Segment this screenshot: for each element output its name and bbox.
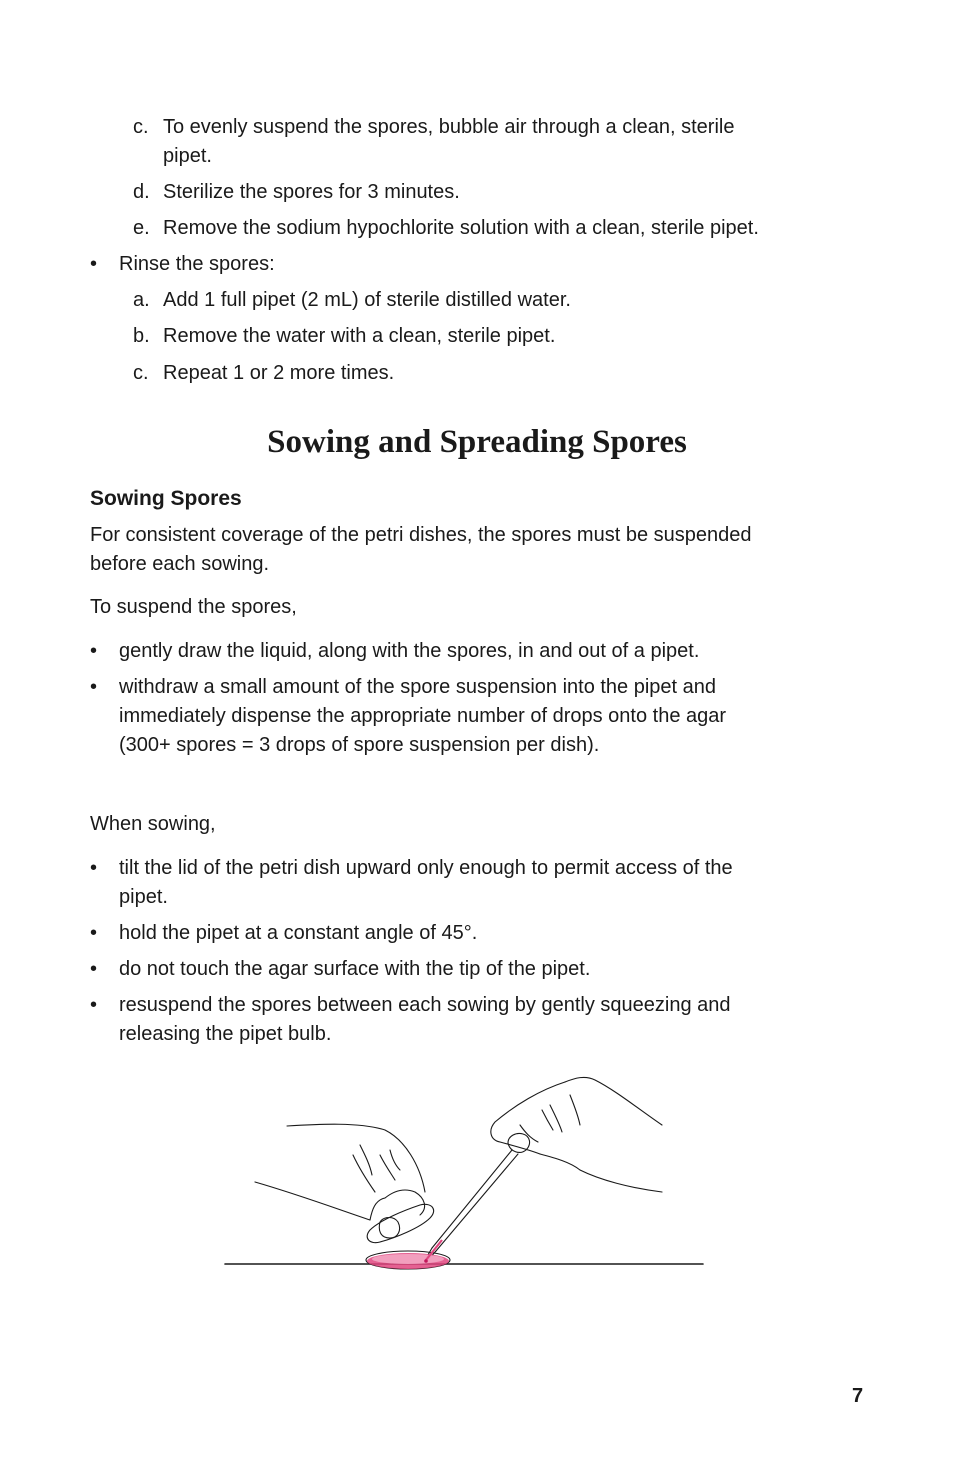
rinse-step-b: Remove the water with a clean, sterile pipet. [163,325,556,347]
suspend-bullet-2-symbol: • [90,676,98,698]
sowing-bullet-4-symbol: • [90,994,98,1016]
intro-line-1: For consistent coverage of the petri dishes, the spores must be suspended [90,524,752,546]
sowing-bullet-2-line-1: hold the pipet at a constant angle of 45°. [119,922,478,944]
step-c-line-2: pipet. [163,145,212,167]
sowing-bullet-4-line-1: resuspend the spores between each sowing by gently squeezing and [119,994,731,1016]
suspend-bullet-1-symbol: • [90,640,98,662]
rinse-step-c: Repeat 1 or 2 more times. [163,362,395,384]
rinse-step-marker-c: c. [133,362,149,384]
sowing-bullet-3-symbol: • [90,958,98,980]
suspend-intro: To suspend the spores, [90,596,297,618]
rinse-label: Rinse the spores: [119,253,275,275]
sowing-illustration [220,1070,710,1280]
section-title: Sowing and Spreading Spores [267,424,687,460]
page-number: 7 [852,1385,864,1407]
rinse-step-marker-a: a. [133,289,150,311]
intro-line-2: before each sowing. [90,553,270,575]
step-marker-e: e. [133,217,150,239]
sowing-bullet-1-line-2: pipet. [119,886,168,908]
step-d-line-1: Sterilize the spores for 3 minutes. [163,181,460,203]
step-marker-d: d. [133,181,150,203]
sowing-bullet-1-symbol: • [90,857,98,879]
rinse-bullet: • [90,253,98,275]
suspend-bullet-1-line-1: gently draw the liquid, along with the spores, in and out of a pipet. [119,640,700,662]
sowing-intro: When sowing, [90,813,216,835]
suspend-bullet-2-line-2: immediately dispense the appropriate number of drops onto the agar [119,705,727,727]
sowing-bullet-3-line-1: do not touch the agar surface with the tip of the pipet. [119,958,591,980]
sowing-bullet-1-line-1: tilt the lid of the petri dish upward only enough to permit access of the [119,857,733,879]
step-c-line-1: To evenly suspend the spores, bubble air through a clean, sterile [163,116,735,138]
step-marker-c: c. [133,116,149,138]
subsection-title: Sowing Spores [90,487,242,510]
suspend-bullet-2-line-1: withdraw a small amount of the spore suspension into the pipet and [119,676,717,698]
rinse-step-a: Add 1 full pipet (2 mL) of sterile distilled water. [163,289,571,311]
sowing-bullet-2-symbol: • [90,922,98,944]
rinse-step-marker-b: b. [133,325,150,347]
step-e-line-1: Remove the sodium hypochlorite solution with a clean, sterile pipet. [163,217,759,239]
suspend-bullet-2-line-3: (300+ spores = 3 drops of spore suspension per dish). [119,734,600,756]
sowing-bullet-4-line-2: releasing the pipet bulb. [119,1023,332,1045]
